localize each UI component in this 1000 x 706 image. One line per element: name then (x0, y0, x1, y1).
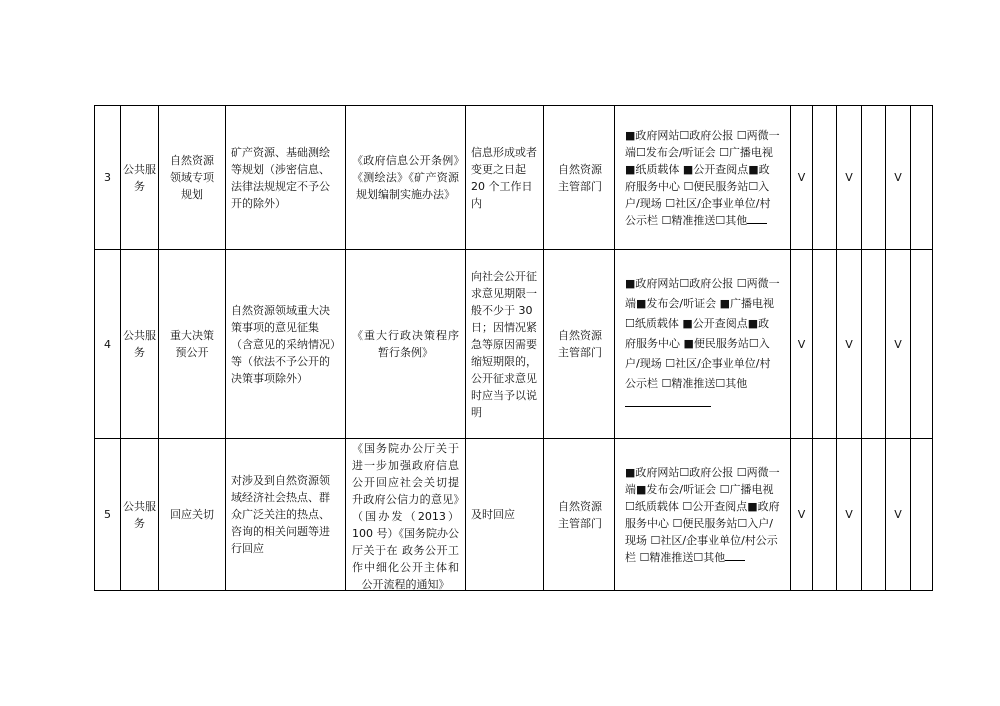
channels-cell (615, 439, 791, 591)
mark-cell: V (791, 439, 813, 591)
subject-cell: 自然资源 主管部门 (544, 439, 615, 591)
category-cell: 公共服务 (121, 250, 159, 439)
item-cell: 自然资源领域专项规划 (159, 106, 226, 250)
mark-cell (911, 250, 933, 439)
mark-cell: V (837, 250, 862, 439)
category-cell: 公共服务 (121, 106, 159, 250)
channels-text: ■政府网站☐政府公报 ☐两微一端■发布会/听证会 ☐广播电视☐纸质载体 ☐公开查阅点■政府服务中心 ☐便民服务站☐入户/现场 ☐社区/企事业单位/村公示栏 ☐精准推送☐其他 (625, 465, 780, 564)
mark-cell: V (791, 106, 813, 250)
content-cell: 自然资源领域重大决策事项的意见征集（含意见的采纳情况）等（依法不予公开的决策事项除外） (226, 250, 346, 439)
table-row (95, 439, 933, 591)
mark-cell (813, 250, 837, 439)
mark-cell (813, 106, 837, 250)
table-row (95, 250, 933, 439)
mark-cell: V (837, 439, 862, 591)
table-row (95, 106, 933, 250)
subject-cell: 自然资源 主管部门 (544, 106, 615, 250)
subject-cell: 自然资源 主管部门 (544, 250, 615, 439)
mark-cell (911, 439, 933, 591)
mark-cell: V (886, 439, 911, 591)
content-cell: 矿产资源、基础测绘等规划（涉密信息、法律法规规定不予公开的除外） (226, 106, 346, 250)
category-cell: 公共服务 (121, 439, 159, 591)
basis-cell (346, 439, 466, 591)
time-limit-cell: 信息形成或者变更之日起 20 个工作日内 (466, 106, 544, 250)
row-number: 4 (95, 250, 121, 439)
disclosure-table (94, 105, 933, 591)
mark-cell (813, 439, 837, 591)
row-number: 5 (95, 439, 121, 591)
mark-cell: V (837, 106, 862, 250)
channels-cell (615, 106, 791, 250)
basis-text: 《国务院办公厅关于进一步加强政府信息公开回应社会关切提升政府公信力的意见》（国办发（2013） 100 号）《国务院办公厅关于在 政务公开工作中细化公开主体和公开流程的通知》 (352, 442, 459, 590)
mark-cell: V (886, 106, 911, 250)
item-cell: 重大决策预公开 (159, 250, 226, 439)
channels-cell (615, 250, 791, 439)
time-limit-cell: 向社会公开征求意见期限一般不少于 30 日；因情况紧急等原因需要缩短期限的，公开征求意见时应当予以说明 (466, 250, 544, 439)
mark-cell (862, 439, 886, 591)
basis-cell: 《重大行政决策程序暂行条例》 (346, 250, 466, 439)
item-cell: 回应关切 (159, 439, 226, 591)
mark-cell (862, 250, 886, 439)
mark-cell: V (791, 250, 813, 439)
channels-text: ■政府网站☐政府公报 ☐两微一端■发布会/听证会 ■广播电视☐纸质载体 ■公开查阅点■政府服务中心 ■便民服务站☐入户/现场 ☐社区/企事业单位/村公示栏 ☐精准推送☐其他 (625, 277, 780, 390)
mark-cell: V (886, 250, 911, 439)
mark-cell (862, 106, 886, 250)
row-number: 3 (95, 106, 121, 250)
content-cell: 对涉及到自然资源领域经济社会热点、群众广泛关注的热点、咨询的相关问题等进行回应 (226, 439, 346, 591)
time-limit-cell: 及时回应 (466, 439, 544, 591)
mark-cell (911, 106, 933, 250)
basis-cell: 《政府信息公开条例》《测绘法》《矿产资源规划编制实施办法》 (346, 106, 466, 250)
channels-text: ■政府网站☐政府公报 ☐两微一端☐发布会/听证会 ☐广播电视■纸质载体 ■公开查阅点■政府服务中心 ☐便民服务站☐入户/现场 ☐社区/企事业单位/村公示栏 ☐精准推送☐其他 (625, 128, 780, 227)
